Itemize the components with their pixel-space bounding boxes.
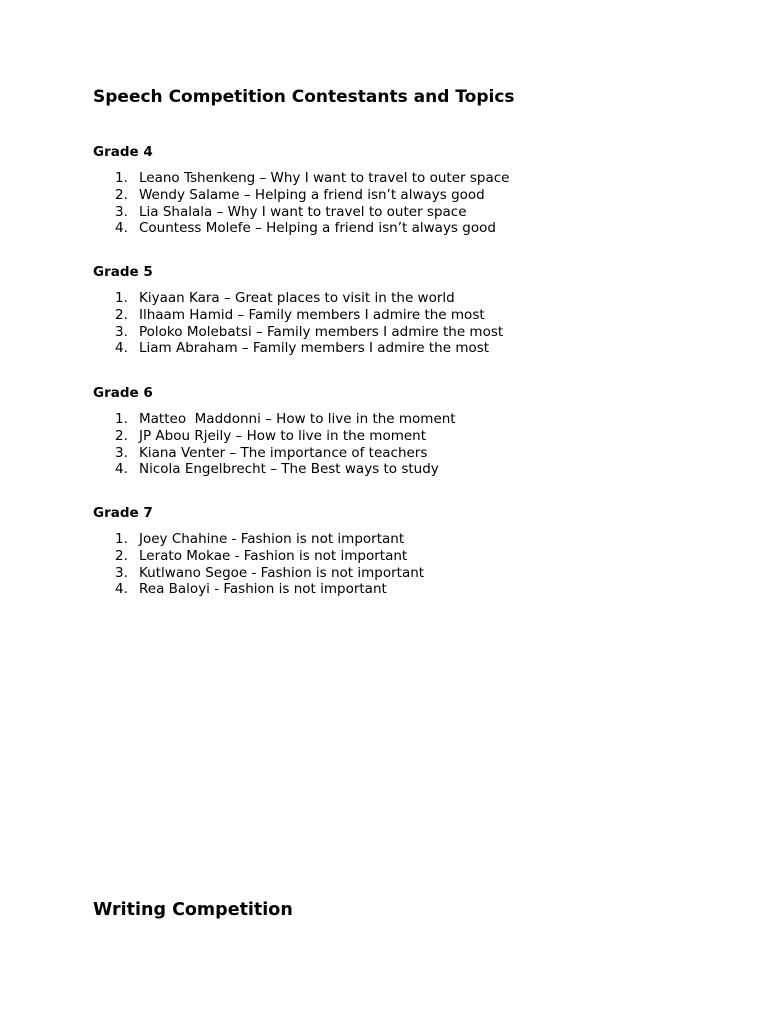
list-item — [93, 307, 693, 324]
contestant-topic: Liam Abraham – Family members I admire the most — [139, 340, 490, 357]
list-item — [93, 548, 693, 565]
list-item — [93, 324, 693, 341]
contestant-topic: Nicola Engelbrecht – The Best ways to study — [139, 461, 439, 478]
list-number: 2. — [115, 306, 128, 323]
list-number: 3. — [115, 444, 128, 461]
grade-heading: Grade 7 — [93, 505, 153, 521]
contestant-topic: Countess Molefe – Helping a friend isn’t always good — [139, 220, 496, 237]
contestant-topic: Wendy Salame – Helping a friend isn’t always good — [139, 186, 485, 203]
grade-7-section — [93, 504, 693, 598]
grade-heading: Grade 5 — [93, 264, 153, 280]
list-number: 1. — [115, 531, 128, 547]
contestant-topic: Lerato Mokae - Fashion is not important — [139, 547, 408, 564]
grade-heading: Grade 4 — [93, 144, 153, 160]
contestant-topic: Kutlwano Segoe - Fashion is not important — [139, 564, 425, 581]
grade-6-section — [93, 384, 693, 478]
contestant-topic: Kiana Venter – The importance of teachers — [139, 444, 428, 461]
grade-4-section — [93, 143, 693, 237]
page-title: Speech Competition Contestants and Topics — [93, 87, 515, 107]
list-item — [93, 531, 693, 548]
list-number: 3. — [115, 564, 128, 581]
list-item — [93, 445, 693, 462]
grade-5-section — [93, 263, 693, 357]
contestant-topic: Matteo Maddonni – How to live in the moment — [139, 411, 456, 427]
list-number: 3. — [115, 203, 128, 220]
list-number: 4. — [115, 581, 128, 598]
list-item — [93, 565, 693, 582]
contestant-topic: Lia Shalala – Why I want to travel to outer space — [139, 203, 467, 220]
contestant-list — [93, 290, 693, 357]
contestant-list — [93, 170, 693, 237]
contestant-list — [93, 411, 693, 478]
contestant-topic: Poloko Molebatsi – Family members I admire the most — [139, 323, 504, 340]
contestant-topic: JP Abou Rjeily – How to live in the moment — [139, 427, 427, 444]
contestant-topic: Kiyaan Kara – Great places to visit in the world — [139, 290, 455, 306]
list-item — [93, 170, 693, 187]
list-item — [93, 461, 693, 478]
list-item — [93, 187, 693, 204]
list-number: 3. — [115, 323, 128, 340]
section-title: Writing Competition — [93, 900, 293, 920]
list-number: 2. — [115, 547, 128, 564]
contestant-topic: Joey Chahine - Fashion is not important — [139, 531, 405, 547]
list-item — [93, 581, 693, 598]
list-number: 1. — [115, 411, 128, 427]
list-number: 4. — [115, 340, 128, 357]
grade-heading: Grade 6 — [93, 385, 153, 401]
list-number: 2. — [115, 186, 128, 203]
list-number: 4. — [115, 461, 128, 478]
contestant-topic: Ilhaam Hamid – Family members I admire the most — [139, 306, 485, 323]
list-item — [93, 340, 693, 357]
list-number: 4. — [115, 220, 128, 237]
contestant-list — [93, 531, 693, 598]
list-item — [93, 428, 693, 445]
list-number: 1. — [115, 290, 128, 306]
list-number: 1. — [115, 170, 128, 186]
contestant-topic: Leano Tshenkeng – Why I want to travel to outer space — [139, 170, 510, 186]
list-item — [93, 411, 693, 428]
list-item — [93, 204, 693, 221]
contestant-topic: Rea Baloyi - Fashion is not important — [139, 581, 387, 598]
list-number: 2. — [115, 427, 128, 444]
list-item — [93, 290, 693, 307]
list-item — [93, 220, 693, 237]
